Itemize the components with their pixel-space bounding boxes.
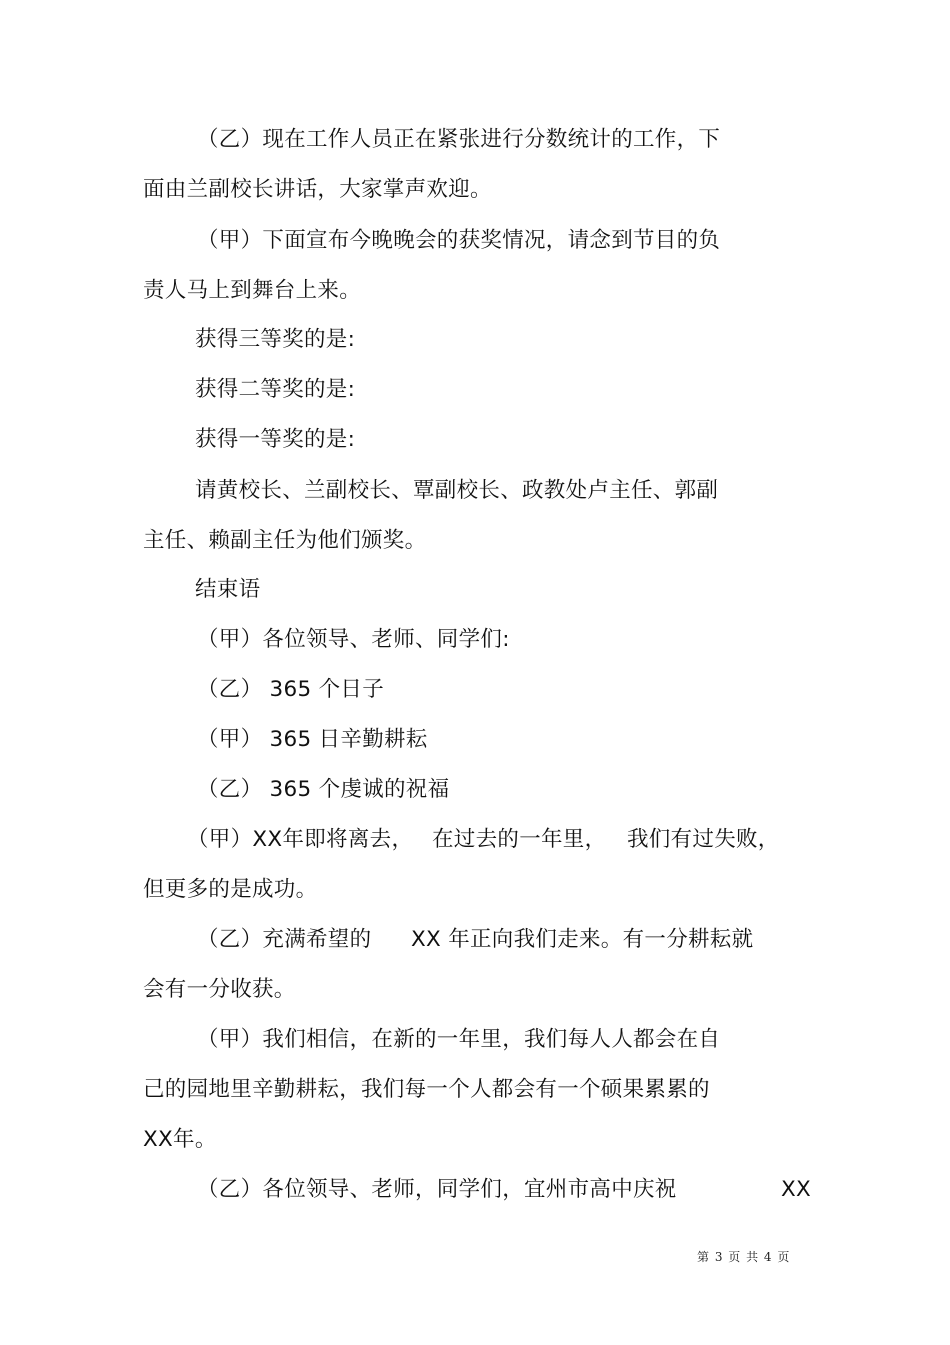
paragraph-line: 主任、赖副主任为他们颁奖。: [143, 528, 427, 553]
paragraph-line: （乙）现在工作人员正在紧张进行分数统计的工作，下: [197, 127, 721, 152]
paragraph-line: 责人马上到舞台上来。: [143, 278, 362, 303]
paragraph-line: 但更多的是成功。: [143, 877, 318, 902]
paragraph-line: 面由兰副校长讲话，大家掌声欢迎。: [143, 177, 492, 202]
paragraph-line: 会有一分收获。: [143, 977, 296, 1002]
paragraph-line: （乙） 365 个日子: [197, 677, 385, 702]
paragraph-line-segment: XX 年正向我们走来。有一分耕耘就: [411, 927, 754, 952]
paragraph-line: 己的园地里辛勤耕耘，我们每一个人都会有一个硕果累累的: [143, 1077, 710, 1102]
paragraph-line-segment: XX: [781, 1177, 812, 1202]
paragraph-line: 获得三等奖的是:: [195, 327, 356, 352]
paragraph-line: 请黄校长、兰副校长、覃副校长、政教处卢主任、郭副: [195, 478, 719, 503]
paragraph-line-segment: （甲）XX年即将离去，: [187, 827, 414, 852]
paragraph-line-segment: 在过去的一年里，: [432, 827, 607, 852]
paragraph-line: （乙） 365 个虔诚的祝福: [197, 777, 450, 802]
paragraph-line: XX年。: [143, 1127, 217, 1152]
paragraph-line: （甲）各位领导、老师、同学们:: [197, 627, 510, 652]
paragraph-line: （甲）下面宣布今晚晚会的获奖情况，请念到节目的负: [197, 228, 721, 253]
paragraph-line-segment: （乙）各位领导、老师，同学们，宜州市高中庆祝: [197, 1177, 677, 1202]
page-number-footer: 第 3 页 共 4 页: [697, 1250, 791, 1264]
paragraph-line-segment: （乙）充满希望的: [197, 927, 372, 952]
paragraph-line: 获得一等奖的是:: [195, 427, 356, 452]
section-heading: 结束语: [195, 577, 261, 602]
paragraph-line-segment: 我们有过失败，: [627, 827, 780, 852]
paragraph-line: （甲） 365 日辛勤耕耘: [197, 727, 428, 752]
paragraph-line: （甲）我们相信，在新的一年里，我们每人人都会在自: [197, 1027, 721, 1052]
paragraph-line: 获得二等奖的是:: [195, 377, 356, 402]
